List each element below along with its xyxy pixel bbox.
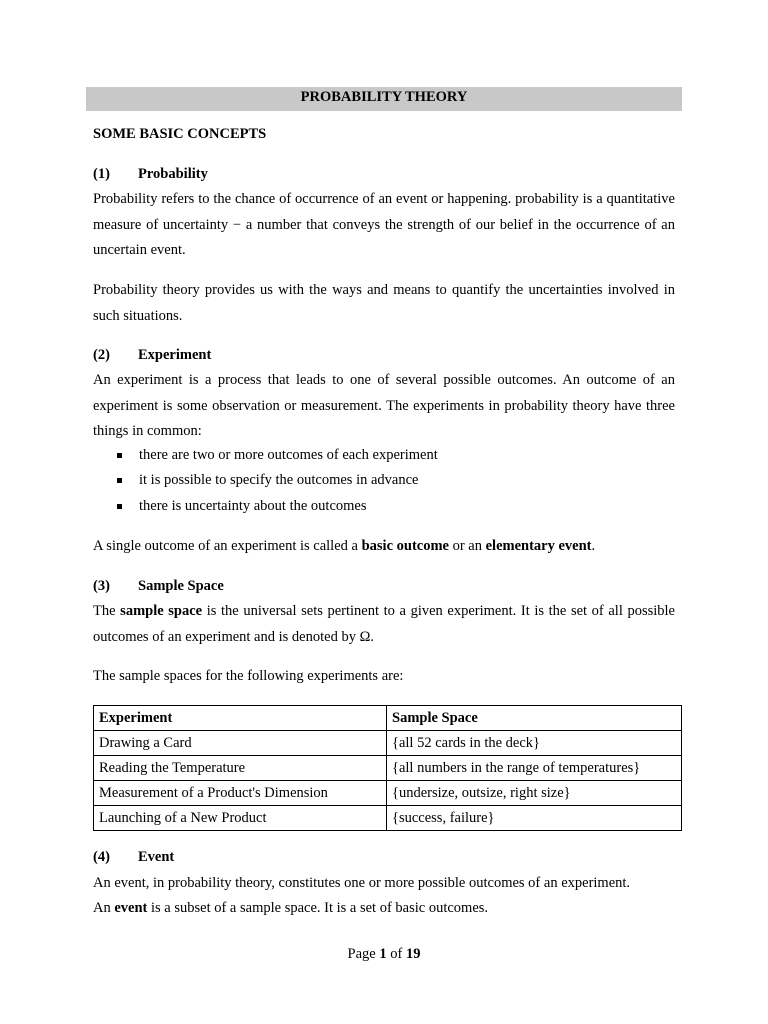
current-page-number: 1: [379, 946, 387, 962]
section-2-paragraph-1: An experiment is a process that leads to one of several possible outcomes. An outcome of an experiment is some observation or measurement. The experiments in probability theory have three things in common:: [93, 372, 675, 439]
section-4-paragraph-1: An event, in probability theory, constitutes one or more possible outcomes of an experiment.: [93, 875, 631, 891]
section-2-paragraph-2: [93, 534, 675, 560]
table-header-experiment: Experiment: [94, 706, 387, 731]
table-cell: {all 52 cards in the deck}: [387, 731, 682, 756]
section-4-number: (4): [93, 849, 110, 865]
bullet-icon: [117, 478, 122, 483]
section-1-title: Probability: [138, 166, 208, 182]
table-row: [94, 731, 682, 756]
page-number-footer: [0, 946, 768, 963]
text-run: An: [93, 900, 115, 916]
section-3-title: Sample Space: [138, 578, 224, 594]
term-event: event: [114, 900, 148, 916]
section-heading: SOME BASIC CONCEPTS: [93, 126, 267, 142]
list-item: [117, 443, 677, 468]
term-sample-space: sample space: [120, 603, 203, 619]
table-row: [94, 756, 682, 781]
list-item: [117, 468, 677, 493]
section-4-paragraph-2: [93, 896, 675, 922]
text-run: is a subset of a sample space. It is a set of basic outcomes.: [147, 900, 489, 916]
section-4-title: Event: [138, 849, 175, 865]
table-cell: {all numbers in the range of temperatures}: [387, 756, 682, 781]
section-2-title: Experiment: [138, 347, 212, 363]
sample-space-table: [93, 705, 682, 831]
list-item-text: it is possible to specify the outcomes in advance: [139, 472, 419, 489]
section-1-paragraph-2: Probability theory provides us with the ways and means to quantify the uncertainties involved in such situations.: [93, 282, 675, 324]
term-basic-outcome: basic outcome: [361, 538, 449, 554]
text-run: .: [591, 538, 596, 554]
list-item-text: there is uncertainty about the outcomes: [139, 497, 367, 514]
table-cell: Reading the Temperature: [94, 756, 387, 781]
total-page-count: 19: [405, 946, 421, 962]
text-run: is the universal sets pertinent to a given experiment. It is the set of all possible outcomes of an experiment and is denoted by Ω.: [93, 603, 675, 645]
section-2-number: (2): [93, 347, 110, 363]
table-cell: {undersize, outsize, right size}: [387, 781, 682, 806]
text-run: The: [93, 603, 121, 619]
term-elementary-event: elementary event: [485, 538, 592, 554]
table-cell: Launching of a New Product: [94, 806, 387, 831]
table-cell: Drawing a Card: [94, 731, 387, 756]
page-separator: of: [390, 946, 403, 962]
table-cell: Measurement of a Product's Dimension: [94, 781, 387, 806]
document-title: PROBABILITY THEORY: [86, 87, 682, 111]
text-run: A single outcome of an experiment is called a: [93, 538, 362, 554]
table-row: [94, 806, 682, 831]
experiment-bullet-list: [117, 443, 677, 519]
text-run: or an: [448, 538, 486, 554]
section-3-number: (3): [93, 578, 110, 594]
bullet-icon: [117, 453, 122, 458]
table-header-row: [94, 706, 682, 731]
table-cell: {success, failure}: [387, 806, 682, 831]
table-row: [94, 781, 682, 806]
section-3-paragraph-2: The sample spaces for the following experiments are:: [93, 668, 404, 684]
section-1-paragraph-1: Probability refers to the chance of occurrence of an event or happening. probability is a quantitative measure of uncertainty − a number that conveys the strength of our belief in the occurrence of an uncertain event.: [93, 191, 675, 258]
page-label: Page: [347, 946, 376, 962]
section-3-paragraph-1: [93, 599, 675, 650]
table-header-sample-space: Sample Space: [387, 706, 682, 731]
bullet-icon: [117, 504, 122, 509]
list-item: [117, 494, 677, 519]
section-1-number: (1): [93, 166, 110, 182]
list-item-text: there are two or more outcomes of each experiment: [139, 447, 438, 463]
